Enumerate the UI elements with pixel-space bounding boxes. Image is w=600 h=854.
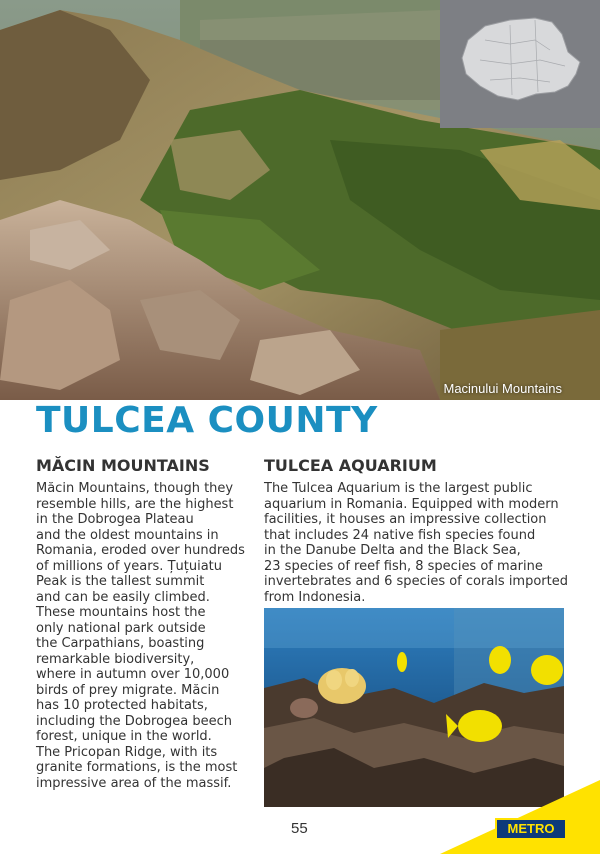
- macin-line: resemble hills, are the highest: [36, 496, 234, 512]
- macin-line: Măcin Mountains, though they: [36, 481, 234, 496]
- metro-logo: METRO: [495, 818, 567, 840]
- macin-line: forest, unique in the world.: [36, 729, 212, 744]
- aquarium-line: from Indonesia.: [264, 589, 366, 605]
- photo-caption: Macinului Mountains: [443, 381, 562, 396]
- aquarium-line: facilities, it houses an impressive collection: [264, 512, 547, 527]
- macin-line: where in autumn over 10,000: [36, 667, 230, 682]
- macin-line: birds of prey migrate. Măcin: [36, 682, 220, 698]
- macin-line: and the oldest mountains in: [36, 527, 219, 543]
- macin-line: including the Dobrogea beech: [36, 713, 233, 729]
- macin-line: only national park outside: [36, 620, 206, 636]
- page-number: 55: [291, 820, 308, 837]
- macin-heading: MĂCIN MOUNTAINS: [36, 456, 210, 475]
- macin-line: remarkable biodiversity,: [36, 651, 195, 667]
- aquarium-line: 23 species of reef fish, 8 species of marine: [264, 558, 543, 574]
- aquarium-line: The Tulcea Aquarium is the largest public: [264, 481, 533, 496]
- macin-line: the Carpathians, boasting: [36, 636, 205, 651]
- aquarium-image: [264, 608, 564, 807]
- macin-line: has 10 protected habitats,: [36, 698, 208, 713]
- aquarium-section: [264, 456, 576, 605]
- aquarium-line: that includes 24 native fish species found: [264, 527, 536, 543]
- macin-line: impressive area of the massif.: [36, 775, 232, 791]
- macin-line: These mountains host the: [36, 605, 206, 620]
- macin-line: of millions of years. Țuțuiatu: [36, 558, 223, 574]
- macin-line: granite formations, is the most: [36, 760, 238, 775]
- macin-line: and can be easily climbed.: [36, 589, 210, 605]
- aquarium-line: aquarium in Romania. Equipped with modern: [264, 496, 559, 512]
- page-title: TULCEA COUNTY: [36, 400, 378, 441]
- macin-section: [36, 456, 254, 791]
- aquarium-body: [264, 481, 576, 605]
- romania-map-icon: [440, 0, 600, 128]
- aquarium-line: invertebrates and 6 species of corals imported: [264, 574, 568, 589]
- romania-map-inset: [440, 0, 600, 128]
- macin-line: Romania, eroded over hundreds: [36, 543, 245, 558]
- yellow-corner-decoration: [440, 780, 600, 854]
- macin-line: Peak is the tallest summit: [36, 574, 205, 589]
- macin-line: in the Dobrogea Plateau: [36, 512, 194, 527]
- aquarium-photo: [264, 608, 564, 807]
- macin-line: The Pricopan Ridge, with its: [36, 744, 218, 760]
- aquarium-line: in the Danube Delta and the Black Sea,: [264, 543, 521, 558]
- macin-body: [36, 481, 254, 791]
- aquarium-heading: TULCEA AQUARIUM: [264, 456, 437, 475]
